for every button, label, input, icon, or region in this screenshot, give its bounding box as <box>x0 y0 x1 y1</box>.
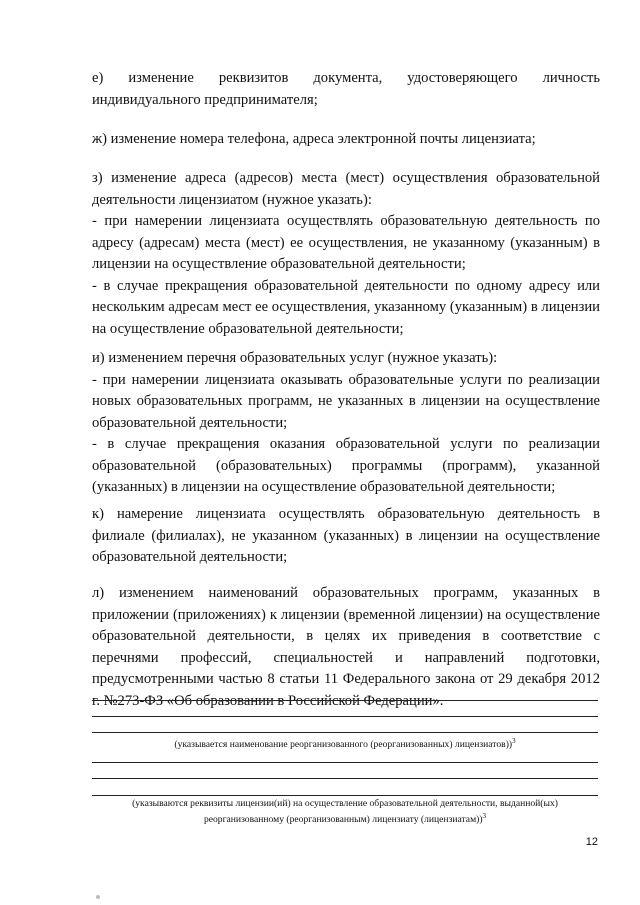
fill-line <box>92 795 598 796</box>
fill-line <box>92 762 598 763</box>
paragraph-z <box>92 168 600 340</box>
paragraph-i-intro: и) изменением перечня образовательных услуг (нужное указать): <box>92 350 498 366</box>
paragraph-l <box>92 583 600 712</box>
fill-line <box>92 700 598 701</box>
caption-reorganized-name <box>92 735 598 751</box>
caption-license-details-line-1: (указываются реквизиты лицензии(ий) на осуществление образовательной деятельности, выданной(ых) <box>132 798 558 809</box>
fill-line <box>92 716 598 717</box>
paragraph-i <box>92 348 600 499</box>
paragraph-k <box>92 504 600 569</box>
caption-license-details-line-2: реорганизованному (реорганизованным) лицензиату (лицензиатам)) <box>203 814 483 826</box>
scan-speck <box>96 895 100 899</box>
footnote-marker: 3 <box>512 737 516 745</box>
paragraph-k-text: к) намерение лицензиата осуществлять образовательную деятельность в филиале (филиалах), не указанном (указанных) в лицензии на осуществление образовательной деятельности; <box>92 506 600 565</box>
fill-line <box>92 732 598 733</box>
page-number: 12 <box>585 836 598 848</box>
paragraph-zh <box>92 129 600 151</box>
paragraph-z-item-1: - при намерении лицензиата осуществлять образовательную деятельность по адресу (адресам) места (мест) ее осуществления, не указанному (указанным) в лицензии на осуществление образовательной деятельности; <box>92 213 600 272</box>
footnote-marker: 3 <box>482 812 487 820</box>
paragraph-e-text: е) изменение реквизитов документа, удостоверяющего личность индивидуального предпринимателя; <box>92 70 600 108</box>
paragraph-z-item-2: - в случае прекращения образовательной деятельности по одному адресу или нескольким адресам мест ее осуществления, указанному (указанным) в лицензии на осуществление образовательной деятельности; <box>92 277 600 337</box>
paragraph-zh-text: ж) изменение номера телефона, адреса электронной почты лицензиата; <box>92 131 536 147</box>
paragraph-e <box>92 68 600 111</box>
caption-license-details <box>92 797 598 826</box>
paragraph-l-text: л) изменением наименований образовательных программ, указанных в приложении (приложениях) к лицензии (временной лицензии) на осуществление образовательной деятельности, в целях их приведения в соответствие с перечнями профессий, специальностей и направлений подготовки, предусмотренными частью 8 статьи 11 Федерального закона от 29 декабря 2012 г. №273-ФЗ «Об образовании в Российской Федерации». <box>92 585 600 709</box>
paragraph-z-intro: з) изменение адреса (адресов) места (мест) осуществления образовательной деятельности лицензиатом (нужное указать): <box>92 170 600 208</box>
paragraph-i-item-1: - при намерении лицензиата оказывать образовательные услуги по реализации новых образовательных программ, не указанных в лицензии на осуществление образовательной деятельности; <box>92 371 600 431</box>
fill-line <box>92 778 598 779</box>
caption-reorganized-name-text: (указывается наименование реорганизованного (реорганизованных) лицензиатов)) <box>174 739 513 751</box>
paragraph-i-item-2: - в случае прекращения оказания образовательной услуги по реализации образовательной (образовательных) программы (программ), указанной (указанных) в лицензии на осуществление образовательной деятельности; <box>92 436 600 495</box>
